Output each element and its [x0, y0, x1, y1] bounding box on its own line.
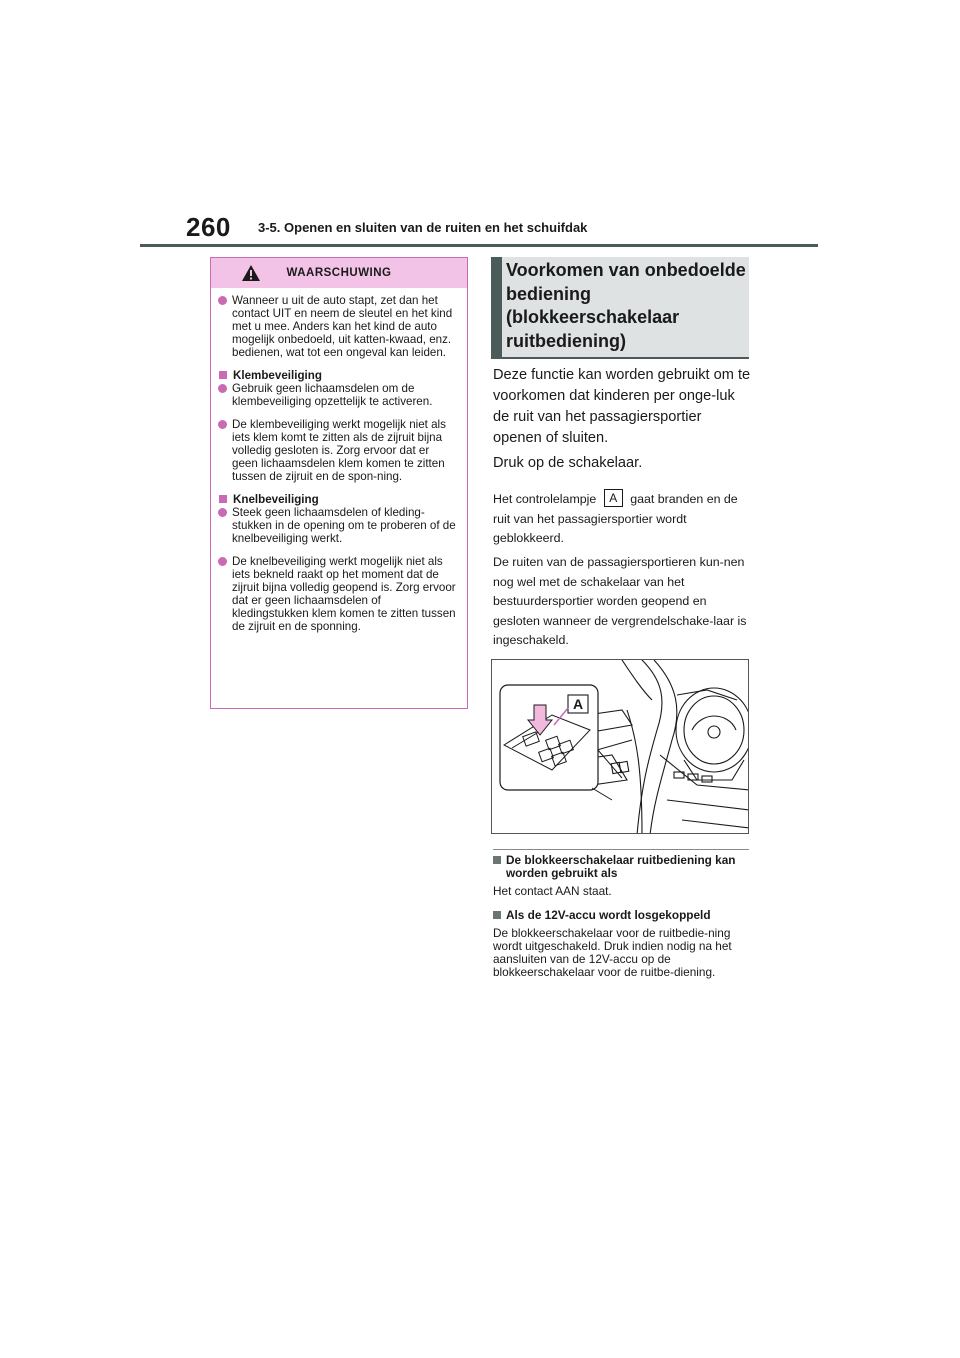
warning-header: [211, 258, 467, 288]
heading-accent-bar: [491, 257, 502, 357]
note-body: Het contact AAN staat.: [493, 883, 612, 898]
warning-bullet: De knelbeveiliging werkt mogelijk niet als iets bekneld raakt op het moment dat de zijruit bijna volledig geopend is. Zorg ervoor dat er geen lichaamsdelen of kledingstukken klem komen te zitten tussen de zijruit en de sponning.: [218, 555, 457, 633]
warning-bullet: Gebruik geen lichaamsdelen om de klembeveiliging opzettelijk te activeren.: [218, 382, 457, 408]
window-lock-switch-illustration: [491, 659, 749, 834]
warning-subheading: Knelbeveiliging: [218, 493, 457, 506]
section-heading: Voorkomen van onbedoelde bediening (blokkeerschakelaar ruitbediening): [506, 260, 746, 351]
label-a-marker: A: [604, 489, 623, 507]
note-heading: De blokkeerschakelaar ruitbediening kan worden gebruikt als: [493, 854, 749, 880]
bullet-icon: [218, 557, 227, 566]
warning-title: WAARSCHUWING: [286, 267, 392, 279]
note-body: De blokkeerschakelaar voor de ruitbedie-ning wordt uitgeschakeld. Druk indien nodig na het aansluiten van de 12V-accu op de blokkeerschakelaar voor de ruitbe-diening.: [493, 926, 732, 979]
note-heading: Als de 12V-accu wordt losgekoppeld: [493, 909, 749, 922]
warning-bullet: Steek geen lichaamsdelen of kleding-stukken in de opening om te proberen of de knelbeveiliging werkt.: [218, 506, 457, 545]
bullet-icon: [218, 420, 227, 429]
door-panel-drawing: [492, 660, 749, 834]
bullet-icon: [218, 384, 227, 393]
bullet-icon: [218, 508, 227, 517]
intro-paragraph: Deze functie kan worden gebruikt om te voorkomen dat kinderen per onge-luk de ruit van het passagiersportier openen of sluiten.: [493, 367, 751, 446]
square-bullet-icon: [493, 911, 501, 919]
warning-bullet: De klembeveiliging werkt mogelijk niet als iets klem komt te zitten als de zijruit bijna volledig gesloten is. Zorg ervoor dat er geen lichaamsdelen klem komen te zitten tussen de zijruit en de spon-ning.: [218, 418, 457, 483]
square-bullet-icon: [219, 495, 227, 503]
passenger-paragraph: De ruiten van de passagiersportieren kun-nen nog wel met de schakelaar van het bestuurdersportier worden geopend en gesloten wanneer de vergrendelschake-laar is ingeschakeld.: [493, 555, 747, 647]
indicator-paragraph: Het controlelampje A gaat branden en de ruit van het passagiersportier wordt geblokkeerd.: [493, 491, 738, 545]
warning-bullet-text: Wanneer u uit de auto stapt, zet dan het contact UIT en neem de sleutel en het kind met u mee. Anders kan het kind de auto mogelijk onbedoeld, uit katten-kwaad, enz. bedienen, wat tot een ongeval kan leiden.: [232, 294, 453, 359]
notes-rule: [493, 849, 749, 850]
illustration-label-a: A: [572, 696, 584, 712]
notes-section: [493, 849, 749, 990]
header-rule: [140, 244, 818, 247]
section-title: 3-5. Openen en sluiten van de ruiten en het schuifdak: [258, 220, 588, 235]
instruction-paragraph: Druk op de schakelaar.: [493, 455, 643, 471]
warning-box: [210, 257, 468, 709]
page-number: 260: [186, 212, 231, 242]
warning-triangle-icon: [241, 264, 261, 282]
warning-subheading: Klembeveiliging: [218, 369, 457, 382]
bullet-icon: [218, 296, 227, 305]
square-bullet-icon: [493, 856, 501, 864]
warning-section-knelbeveiliging: [218, 493, 457, 633]
section-heading-box: [491, 257, 749, 359]
warning-bullet: [218, 294, 457, 359]
warning-section-klembeveiliging: [218, 369, 457, 483]
square-bullet-icon: [219, 371, 227, 379]
